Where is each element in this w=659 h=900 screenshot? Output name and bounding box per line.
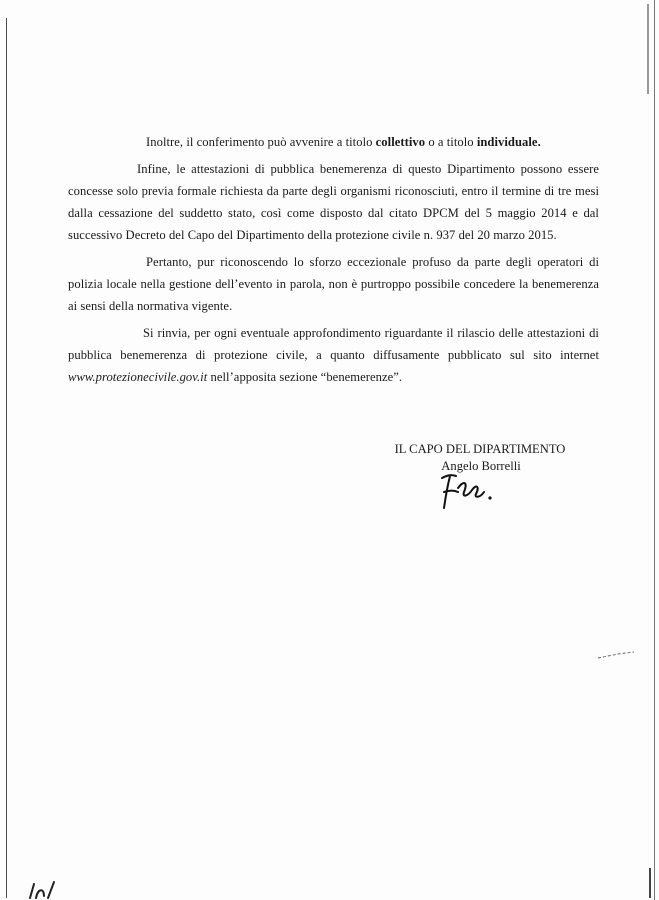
signatory-name: Angelo Borrelli xyxy=(441,459,521,473)
text-span: Pertanto, pur riconoscendo lo sforzo eccezionale profuso da parte degli operatori di polizia locale nella gestione dell’evento in parola xyxy=(68,255,599,291)
handwritten-signature xyxy=(428,470,508,512)
signatory-title: IL CAPO DEL DIPARTIMENTO xyxy=(394,442,566,456)
stray-pen-mark xyxy=(596,648,636,662)
bold-collettivo: collettivo xyxy=(375,135,426,149)
text-period: . xyxy=(537,135,541,149)
paragraph-pertanto xyxy=(68,251,599,317)
text-span: Inoltre, il conferimento può avvenire a titolo xyxy=(146,135,376,149)
scan-edge-right xyxy=(654,0,655,900)
scan-mark-top xyxy=(647,4,649,94)
paragraph-rinvio xyxy=(68,322,599,388)
paragraph-conferimento xyxy=(68,131,599,153)
scan-mark-bottom-right xyxy=(649,868,651,898)
bold-individuale: individuale xyxy=(476,135,538,149)
handwritten-mark-bottom xyxy=(26,878,66,900)
paragraph-attestazioni: Infine, le attestazioni di pubblica benemerenza di questo Dipartimento possono essere concesse solo previa formale richiesta da parte degli organismi riconosciuti, entro il termine di tre mesi dalla cessazione del suddetto stato, così come disposto dal citato DPCM del 5 maggio 2014 e dal successivo Decreto del Capo del Dipartimento della protezione civile n. 937 del 20 marzo 2015. xyxy=(68,162,599,242)
website-link: www.protezionecivile.gov.it xyxy=(68,370,208,384)
text-span: o a titolo xyxy=(425,135,477,149)
letter-body xyxy=(68,131,599,393)
text-span: nell’apposita sezione “benemerenze”. xyxy=(207,370,403,384)
text-span: Si rinvia, per ogni eventuale approfondimento riguardante il rilascio delle attestazioni di pubblica benemerenza di protezione civile, a quanto diffusamente pubblicato sul sito internet xyxy=(68,326,599,362)
text-span: , non è purtroppo possibile concedere la benemerenza ai sensi della normativa vigente. xyxy=(68,277,599,313)
scan-edge-left xyxy=(6,18,7,898)
